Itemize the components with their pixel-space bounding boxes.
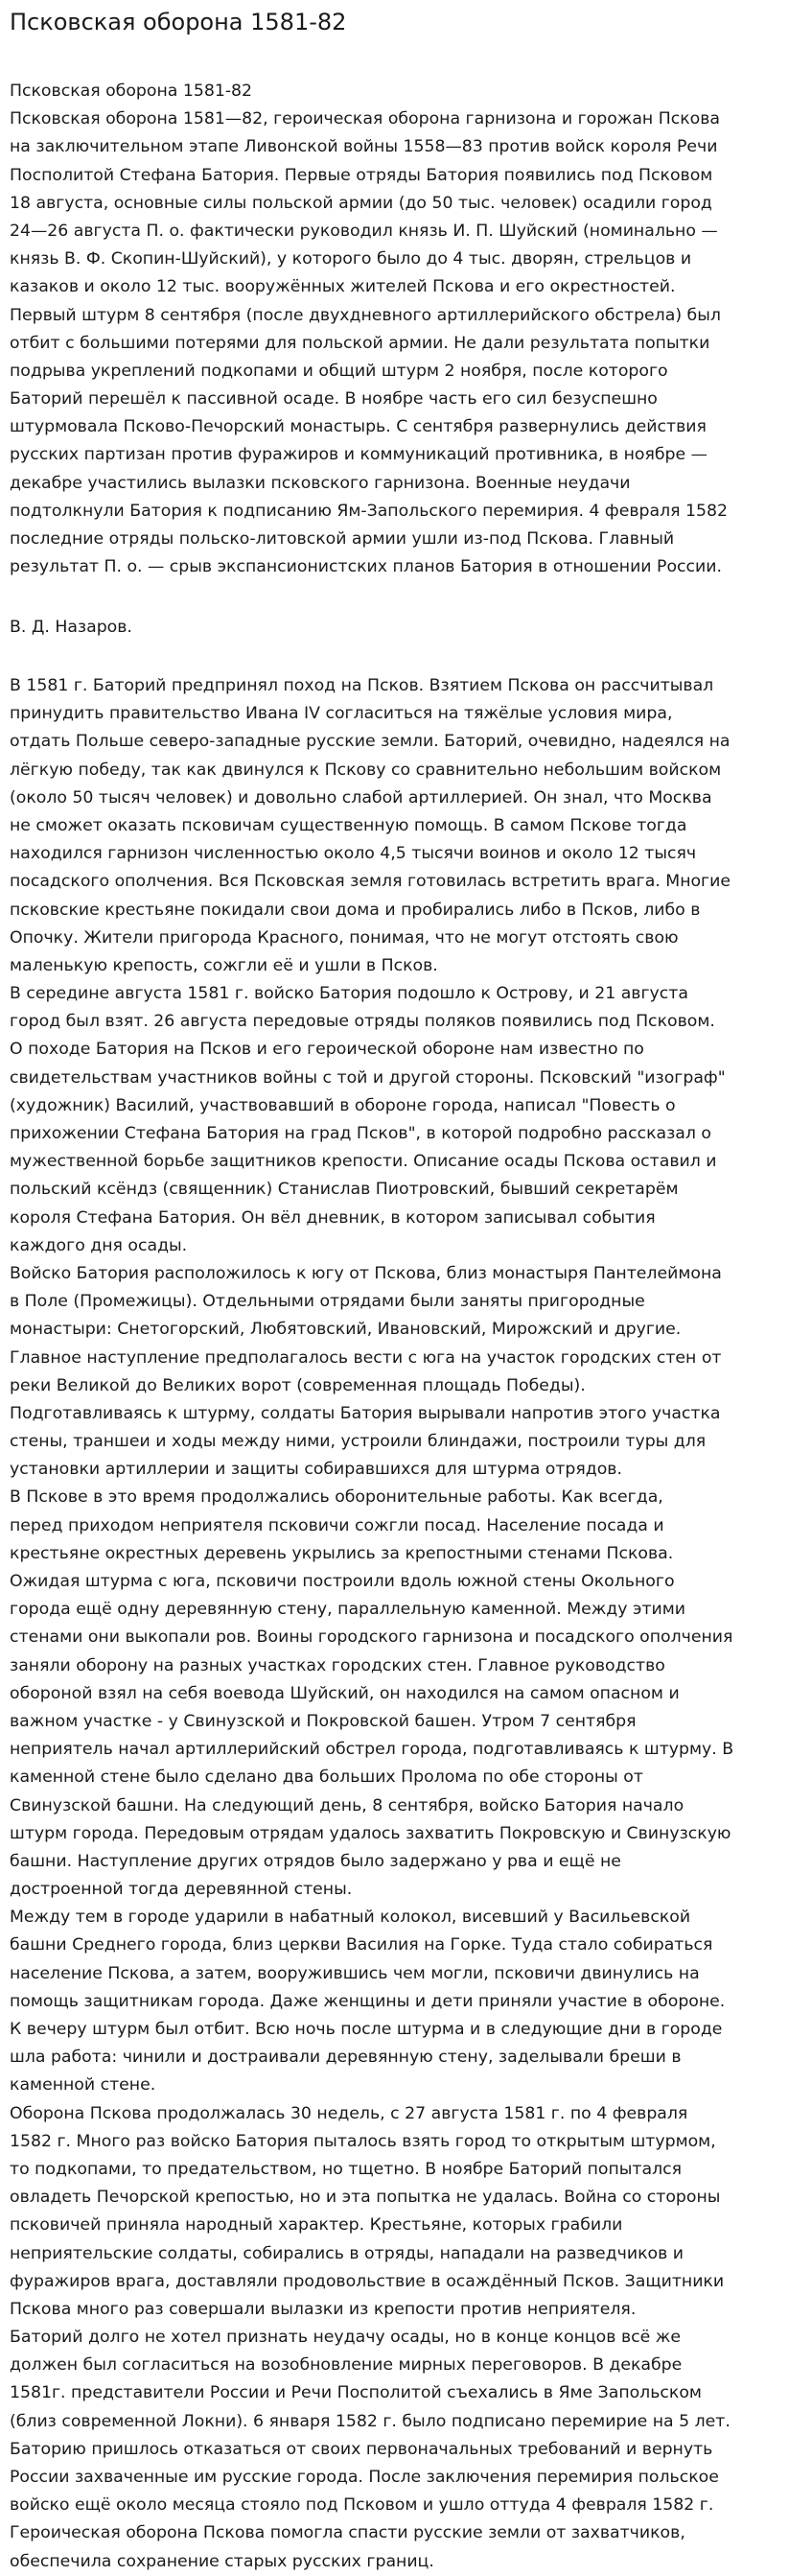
- summary-text-line: подрыва укреплений подкопами и общий штурм 2 ноября, после которого: [10, 361, 668, 381]
- article-text-line: псковские крестьяне покидали свои дома и пробирались либо в Псков, либо в: [10, 900, 701, 920]
- article-text-line: шла работа: чинили и достраивали деревянную стену, заделывали бреши в: [10, 2048, 682, 2068]
- author-name: В. Д. Назаров.: [10, 618, 132, 637]
- summary-heading-text: Псковская оборона 1581-82: [10, 82, 253, 101]
- article-text-line: В середине августа 1581 г. войско Батория подошло к Острову, и 21 августа: [10, 984, 688, 1004]
- article-text-line: должен был согласиться на возобновление мирных переговоров. В декабре: [10, 2355, 683, 2376]
- summary-text-line: князь В. Ф. Скопин-Шуйский), у которого было до 4 тыс. дворян, стрельцов и: [10, 249, 692, 269]
- article-text-line: стенами они выкопали ров. Воины городского гарнизона и посадского ополчения: [10, 1628, 733, 1648]
- article-text-line: штурм города. Передовым отрядам удалось захватить Покровскую и Свинузскую: [10, 1823, 731, 1843]
- summary-text-line: Первый штурм 8 сентября (после двухдневного артиллерийского обстрела) был: [10, 305, 721, 325]
- article-text-line: (близ современной Локни). 6 января 1582 г. было подписано перемирие на 5 лет.: [10, 2411, 731, 2431]
- page-title: Псковская оборона 1581-82: [10, 9, 347, 35]
- article-text-line: достроенной тогда деревянной стены.: [10, 1880, 353, 1900]
- summary-text-line: Псковская оборона 1581—82, героическая оборона гарнизона и горожан Пскова: [10, 109, 721, 129]
- article-text-line: установки артиллерии и защиты собиравшихся для штурма отрядов.: [10, 1460, 622, 1480]
- article-text-line: свидетельствам участников войны с той и другой стороны. Псковский "изограф": [10, 1067, 726, 1088]
- summary-text-line: последние отряды польско-литовской армии ушли из-под Пскова. Главный: [10, 529, 675, 549]
- summary-text-line: русских партизан против фуражиров и коммуникаций противника, в ноябре —: [10, 445, 708, 465]
- article-text-line: не сможет оказать псковичам существенную помощь. В самом Пскове тогда: [10, 815, 687, 835]
- article-text-line: К вечеру штурм был отбит. Всю ночь после штурма и в следующие дни в городе: [10, 2020, 723, 2039]
- summary-text-line: штурмовала Псково-Печорский монастырь. С сентября развернулись действия: [10, 417, 707, 437]
- article-text-line: обороной взял на себя воевода Шуйский, он находился на самом опасном и: [10, 1683, 680, 1703]
- article-text-line: овладеть Печорской крепостью, но и эта попытка не удалась. Война со стороны: [10, 2188, 721, 2208]
- article-text-line: псковичей приняла народный характер. Крестьяне, которых грабили: [10, 2215, 623, 2236]
- article-text-line: башни. Наступление других отрядов было задержано у рва и ещё не: [10, 1851, 621, 1871]
- article-text-line: Опочку. Жители пригорода Красного, понимая, что не могут отстоять свою: [10, 927, 679, 948]
- article-text-line: маленькую крепость, сожгли её и ушли в Псков.: [10, 955, 438, 975]
- article-text-line: монастыри: Снетогорский, Любятовский, Ивановский, Мирожский и другие.: [10, 1320, 682, 1340]
- article-text-line: России захваченные им русские города. После заключения перемирия польское: [10, 2468, 719, 2487]
- article-text-line: то подкопами, то предательством, но тщетно. В ноябре Баторий попытался: [10, 2159, 683, 2179]
- article-text-line: 1582 г. Много раз войско Батория пыталось взять город то открытым штурмом,: [10, 2131, 716, 2151]
- summary-heading: [10, 78, 802, 105]
- article-text-line: 1581г. представители России и Речи Посполитой съехались в Яме Запольском: [10, 2383, 702, 2403]
- article-text-line: Войско Батория расположилось к югу от Пскова, близ монастыря Пантелеймона: [10, 1263, 722, 1283]
- article-text-line: важном участке - у Свинузской и Покровской башен. Утром 7 сентября: [10, 1711, 637, 1731]
- article-text-line: Героическая оборона Пскова помогла спасти русские земли от захватчиков,: [10, 2523, 685, 2543]
- article-text-line: Пскова много раз совершали вылазки из крепости против неприятеля.: [10, 2299, 637, 2319]
- article-text-line: города ещё одну деревянную стену, параллельную каменной. Между этими: [10, 1600, 686, 1620]
- summary-text-line: казаков и около 12 тыс. вооружённых жителей Пскова и его окрестностей.: [10, 277, 676, 297]
- article-text-line: помощь защитникам города. Даже женщины и дети приняли участие в обороне.: [10, 1991, 726, 2011]
- article-text-line: находился гарнизон численностью около 4,5 тысячи воинов и около 12 тысяч: [10, 844, 697, 864]
- article-text-line: принудить правительство Ивана IV согласиться на тяжёлые условия мира,: [10, 704, 673, 724]
- article-text-line: крестьяне окрестных деревень укрылись за крепостными стенами Пскова.: [10, 1543, 674, 1563]
- article-text-line: В 1581 г. Баторий предпринял поход на Псков. Взятием Пскова он рассчитывал: [10, 676, 714, 695]
- article-text-line: каменной стене было сделано два больших Пролома по обе стороны от: [10, 1768, 643, 1788]
- article-text-line: Баторий долго не хотел признать неудачу осады, но в конце концов всё же: [10, 2328, 681, 2348]
- article-text-line: каменной стене.: [10, 2075, 156, 2096]
- article-text-line: Оборона Пскова продолжалась 30 недель, с 27 августа 1581 г. по 4 февраля: [10, 2103, 688, 2123]
- article-text-line: (художник) Василий, участвовавший в обороне города, написал "Повесть о: [10, 1095, 676, 1115]
- summary-text-line: Посполитой Стефана Батория. Первые отряды Батория появились под Псковом: [10, 165, 713, 185]
- article-text-line: заняли оборону на разных участках городских стен. Главное руководство: [10, 1655, 665, 1675]
- article-text-line: башни Среднего города, близ церкви Василия на Горке. Туда стало собираться: [10, 1935, 713, 1955]
- article-text-line: польский ксёндз (священник) Станислав Пиотровский, бывший секретарём: [10, 1180, 679, 1200]
- summary-text-line: подтолкнули Батория к подписанию Ям-Запольского перемирия. 4 февраля 1582: [10, 501, 729, 521]
- article-body: [10, 672, 802, 2576]
- article-text-line: (около 50 тысяч человек) и довольно слабой артиллерией. Он знал, что Москва: [10, 787, 712, 808]
- article-text-line: Главное наступление предполагалось вести с юга на участок городских стен от: [10, 1347, 722, 1368]
- article-text-line: короля Стефана Батория. Он вёл дневник, в котором записывал события: [10, 1207, 656, 1228]
- summary-text-line: Баторий перешёл к пассивной осаде. В ноябре часть его сил безуспешно: [10, 389, 658, 410]
- article-text-line: посадского ополчения. Вся Псковская земля готовилась встретить врага. Многие: [10, 872, 731, 892]
- article-text-line: неприятельские солдаты, собирались в отряды, нападали на разведчиков и: [10, 2243, 684, 2263]
- author-credit: [10, 614, 802, 642]
- summary-text-line: 24—26 августа П. о. фактически руководил князь И. П. Шуйский (номинально —: [10, 221, 718, 241]
- summary-text-line: отбит с большими потерями для польской армии. Не дали результата попытки: [10, 333, 710, 353]
- summary-text-line: на заключительном этапе Ливонской войны 1558—83 против войск короля Речи: [10, 137, 718, 157]
- article-text-line: город был взят. 26 августа передовые отряды поляков появились под Псковом.: [10, 1012, 715, 1032]
- article-text-line: прихожении Стефана Батория на град Псков", в которой подробно рассказал о: [10, 1124, 711, 1143]
- article-text-line: фуражиров врага, доставляли продовольствие в осаждённый Псков. Защитники: [10, 2271, 725, 2291]
- article-text-line: население Пскова, а затем, вооружившись чем могли, псковичи двинулись на: [10, 1963, 700, 1983]
- article-text-line: реки Великой до Великих ворот (современная площадь Победы).: [10, 1375, 586, 1395]
- summary-text-line: декабре участились вылазки псковского гарнизона. Военные неудачи: [10, 473, 631, 493]
- summary-text-line: 18 августа, основные силы польской армии (до 50 тыс. человек) осадили город: [10, 193, 712, 213]
- summary-text-line: результат П. о. — срыв экспансионистских планов Батория в отношении России.: [10, 557, 722, 577]
- article-text-line: Ожидая штурма с юга, псковичи построили вдоль южной стены Окольного: [10, 1572, 675, 1591]
- article-text-line: обеспечила сохранение старых русских границ.: [10, 2551, 434, 2571]
- article-text-line: каждого дня осады.: [10, 1235, 188, 1255]
- article-text-line: Баторию пришлось отказаться от своих первоначальных требований и вернуть: [10, 2439, 713, 2459]
- article-text-line: Свинузской башни. На следующий день, 8 сентября, войско Батория начало: [10, 1795, 684, 1815]
- article-text-line: неприятель начал артиллерийский обстрел города, подготавливаясь к штурму. В: [10, 1740, 734, 1760]
- article-text-line: Между тем в городе ударили в набатный колокол, висевший у Васильевской: [10, 1908, 691, 1928]
- article-text-line: перед приходом неприятеля псковичи сожгли посад. Население посада и: [10, 1515, 664, 1535]
- article-text-line: Подготавливаясь к штурму, солдаты Батория вырывали напротив этого участка: [10, 1403, 721, 1423]
- article-text-line: войско ещё около месяца стояло под Псковом и ушло оттуда 4 февраля 1582 г.: [10, 2495, 714, 2516]
- article-text-line: стены, траншеи и ходы между ними, устроили блиндажи, построили туры для: [10, 1432, 707, 1452]
- article-text-line: мужественной борьбе защитников крепости. Описание осады Пскова оставил и: [10, 1152, 717, 1172]
- article-text-line: О походе Батория на Псков и его героической обороне нам известно по: [10, 1040, 644, 1060]
- article-text-line: лёгкую победу, так как двинулся к Пскову со сравнительно небольшим войском: [10, 760, 722, 780]
- summary-paragraph: [10, 105, 802, 581]
- article-text-line: В Пскове в это время продолжались оборонительные работы. Как всегда,: [10, 1487, 663, 1508]
- article-text-line: в Поле (Промежицы). Отдельными отрядами были заняты пригородные: [10, 1292, 645, 1312]
- article-text-line: отдать Польше северо-западные русские земли. Баторий, очевидно, надеялся на: [10, 732, 731, 752]
